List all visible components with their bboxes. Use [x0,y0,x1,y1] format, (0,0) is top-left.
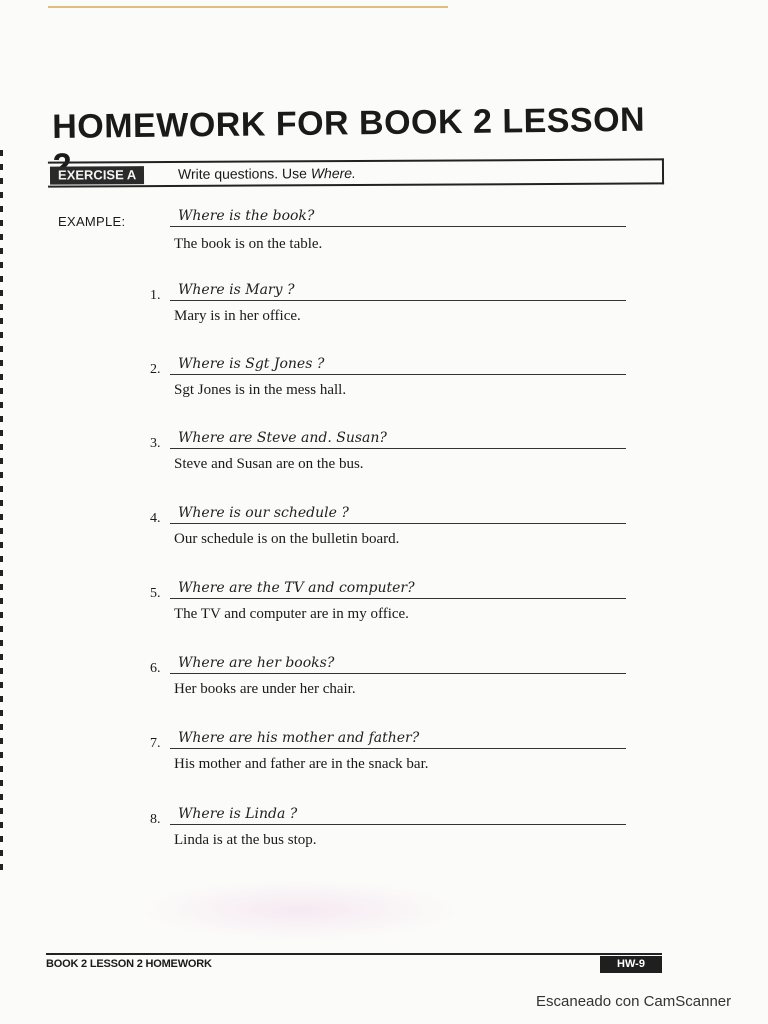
exercise-item [0,655,768,715]
handwritten-question: Where are Steve and. Susan? [170,430,626,449]
printed-answer: His mother and father are in the snack bar. [174,756,429,772]
printed-answer: Linda is at the bus stop. [174,832,317,848]
handwritten-question: Where are the TV and computer? [170,580,626,599]
footer-rule [46,953,662,955]
exercise-item [0,505,768,565]
printed-answer: Steve and Susan are on the bus. [174,456,364,472]
instruction-keyword: Where. [310,165,356,182]
page-title: HOMEWORK FOR BOOK 2 LESSON [52,100,646,146]
handwritten-question: Where is Mary ? [170,282,626,301]
handwritten-question: Where are her books? [170,655,626,674]
exercise-item [0,356,768,416]
exercise-item [0,730,768,790]
exercise-item [0,282,768,342]
printed-answer: Mary is in her office. [174,308,301,324]
exercise-rule-right [662,158,664,184]
item-number: 1. [150,288,161,303]
exercise-item [0,430,768,490]
exercise-badge: EXERCISE A [50,166,144,184]
item-number: 7. [150,736,161,751]
handwritten-question: Where is our schedule ? [170,505,626,524]
handwritten-question: Where is Linda ? [170,806,626,825]
example-item [0,208,768,268]
handwritten-question: Where are his mother and father? [170,730,626,749]
item-number: 8. [150,812,161,827]
example-answer: The book is on the table. [174,236,323,252]
item-number: 6. [150,661,161,676]
example-question: Where is the book? [170,208,626,227]
item-number: 3. [150,436,161,451]
footer-label: BOOK 2 LESSON 2 HOMEWORK [46,958,212,970]
exercise-item [0,580,768,640]
printed-answer: Her books are under her chair. [174,681,356,697]
example-label: EXAMPLE: [58,214,126,229]
item-number: 5. [150,586,161,601]
printed-answer: Sgt Jones is in the mess hall. [174,382,347,398]
instruction-text: Write questions. Use [177,165,307,182]
bleed-through-smudge [140,880,460,940]
item-number: 2. [150,362,161,377]
top-edge-line [48,6,448,8]
exercise-instruction [178,164,356,183]
page-number-badge: HW-9 [600,956,662,973]
printed-answer: The TV and computer are in my office. [174,606,409,622]
printed-answer: Our schedule is on the bulletin board. [174,531,400,547]
exercise-item [0,806,768,866]
exercise-header [48,158,664,187]
item-number: 4. [150,511,161,526]
handwritten-question: Where is Sgt Jones ? [170,356,626,375]
scanner-watermark: Escaneado con CamScanner [536,993,732,1010]
